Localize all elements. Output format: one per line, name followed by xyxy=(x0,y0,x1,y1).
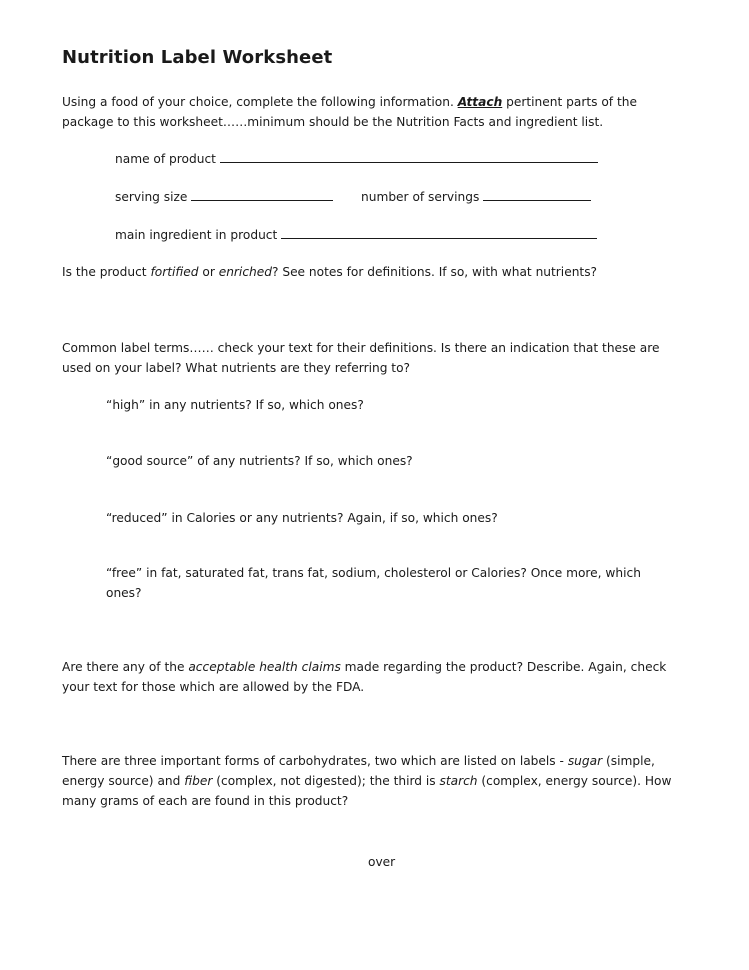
sugar-term: sugar xyxy=(567,754,603,768)
attach-emphasis: Attach xyxy=(457,95,503,109)
page-title: Nutrition Label Worksheet xyxy=(62,47,333,68)
question-reduced: “reduced” in Calories or any nutrients? Again, if so, which ones? xyxy=(106,511,498,525)
field-number-of-servings xyxy=(361,187,591,207)
number-of-servings-blank[interactable] xyxy=(483,187,591,201)
name-of-product-label: name of product xyxy=(115,152,216,166)
question-free: “free” in fat, saturated fat, trans fat, sodium, cholesterol or Calories? Once more, which ones? xyxy=(106,566,641,600)
name-of-product-blank[interactable] xyxy=(220,149,598,163)
intro-line-2: package to this worksheet……minimum should be the Nutrition Facts and ingredient list. xyxy=(62,115,604,129)
starch-term: starch xyxy=(439,774,478,788)
question-high: “high” in any nutrients? If so, which ones? xyxy=(106,398,364,412)
carbohydrates-paragraph: There are three important forms of carbohydrates, two which are listed on labels - sugar (simple, energy source) and fiber (complex, not digested); the third is starch (complex, energy source). How many grams of each are found in this product? xyxy=(62,754,672,808)
common-terms-paragraph: Common label terms…… check your text for their definitions. Is there an indication that these are used on your label? What nutrients are they referring to? xyxy=(62,341,660,375)
main-ingredient-label: main ingredient in product xyxy=(115,228,278,242)
page-footer-over: over xyxy=(368,855,396,869)
health-claims-paragraph: Are there any of the acceptable health claims made regarding the product? Describe. Again, check your text for those which are allowed by the FDA. xyxy=(62,660,667,694)
fortified-term: fortified xyxy=(150,265,199,279)
field-serving-size xyxy=(115,187,333,207)
field-name-of-product xyxy=(115,149,598,169)
intro-paragraph xyxy=(62,92,702,132)
fortified-question: Is the product fortified or enriched? See notes for definitions. If so, with what nutrients? xyxy=(62,265,598,279)
intro-line-1: Using a food of your choice, complete the following information. Attach pertinent parts of the xyxy=(62,95,637,109)
number-of-servings-label: number of servings xyxy=(361,190,480,204)
enriched-term: enriched xyxy=(218,265,272,279)
field-main-ingredient xyxy=(115,225,597,245)
fiber-term: fiber xyxy=(184,774,213,788)
health-claims-term: acceptable health claims xyxy=(188,660,341,674)
question-good-source: “good source” of any nutrients? If so, which ones? xyxy=(106,454,413,468)
main-ingredient-blank[interactable] xyxy=(281,225,597,239)
serving-size-blank[interactable] xyxy=(191,187,333,201)
serving-size-label: serving size xyxy=(115,190,188,204)
